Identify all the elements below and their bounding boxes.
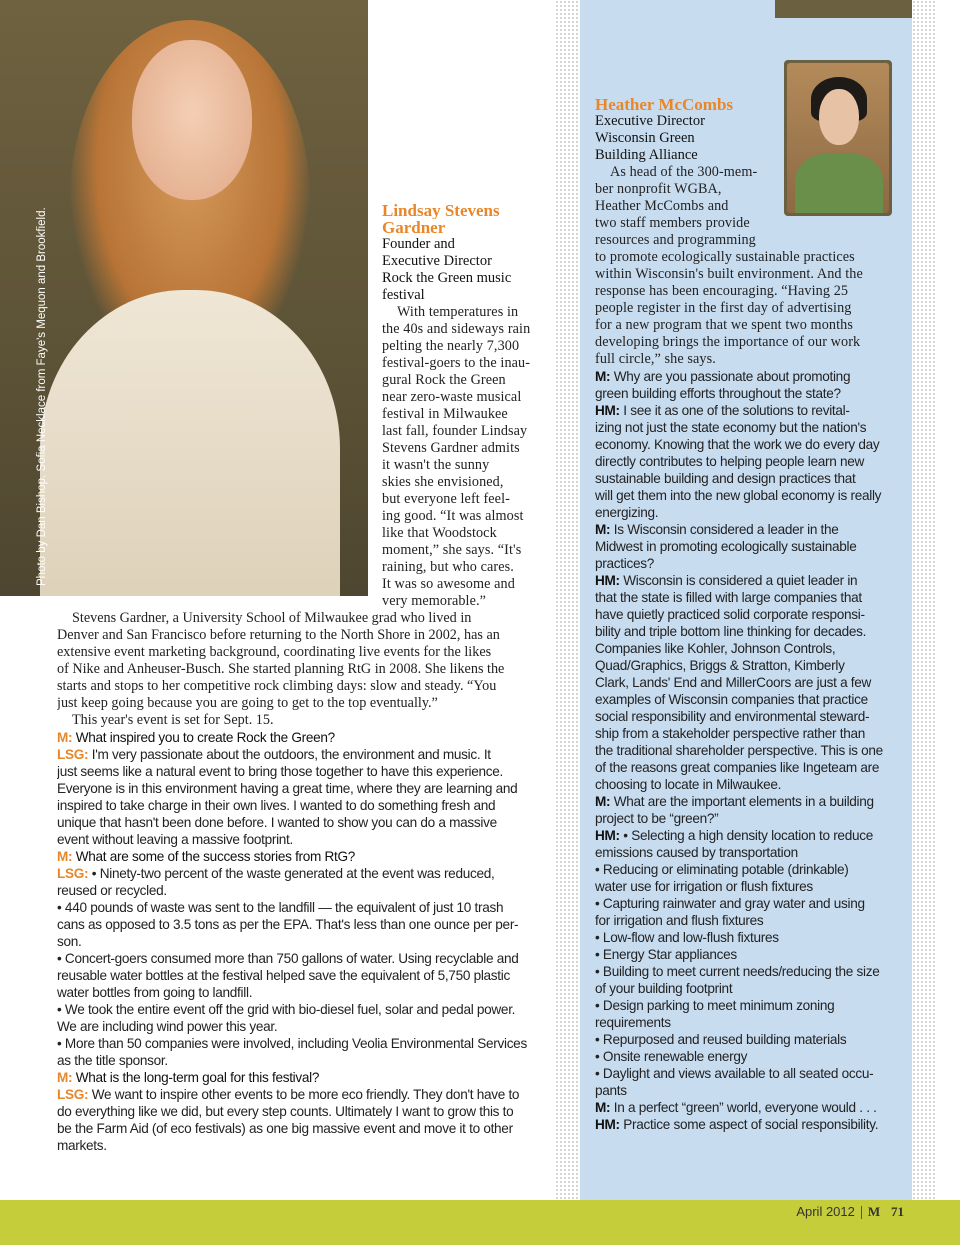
- qa-line: [595, 1014, 895, 1031]
- qa-text: unique that hasn't been done before. I wanted to show you can do a massive: [57, 815, 497, 830]
- text-line: This year's event is set for Sept. 15.: [72, 712, 274, 728]
- qa-line-tagged: [57, 848, 537, 865]
- text-line: resources and programming: [595, 232, 756, 248]
- text-line: Stevens Gardner, a University School of Milwaukee grad who lived in: [72, 610, 472, 626]
- qa-line: [57, 831, 537, 848]
- qa-line: [57, 1052, 537, 1069]
- text-line: Building Alliance: [595, 147, 698, 163]
- qa-line: [595, 725, 895, 742]
- qa-text: inspired to take charge in their own lives. I wanted to do something fresh and: [57, 798, 496, 813]
- qa-text: I see it as one of the solutions to revital-: [623, 403, 850, 418]
- qa-line: [595, 640, 895, 657]
- qa-line-tagged: [595, 1116, 895, 1133]
- photo-body: [40, 290, 340, 596]
- qa-line: [595, 453, 895, 470]
- text-line: With temperatures in: [397, 304, 519, 320]
- qa-text: water bottles from going to landfill.: [57, 985, 253, 1000]
- text-line: last fall, founder Lindsay: [382, 423, 528, 439]
- qa-line: [595, 946, 895, 963]
- qa-line: [595, 895, 895, 912]
- qa-text: • Daylight and views available to all seated occu-: [595, 1066, 874, 1081]
- qa-line: [57, 933, 537, 950]
- qa-line: [595, 844, 895, 861]
- text-line: Executive Director: [382, 253, 492, 269]
- profile1-intro-text: [382, 304, 538, 610]
- qa-text: Why are you passionate about promoting: [613, 369, 851, 384]
- qa-line: [595, 691, 895, 708]
- speaker-tag: LSG:: [57, 866, 89, 881]
- qa-text: Is Wisconsin considered a leader in the: [613, 522, 839, 537]
- qa-text: emissions caused by transportation: [595, 845, 798, 860]
- qa-text: I'm very passionate about the outdoors, the environment and music. It: [91, 747, 491, 762]
- qa-text: cans as opposed to 3.5 tons as per the EPA. That's less than one ounce per per-: [57, 917, 519, 932]
- qa-text: Practice some aspect of social responsibility.: [623, 1117, 879, 1132]
- qa-text: • Repurposed and reused building materials: [595, 1032, 847, 1047]
- qa-text: We are including wind power this year.: [57, 1019, 278, 1034]
- profile2-role: [595, 113, 895, 164]
- qa-text: sustainable building and design practices that: [595, 471, 856, 486]
- qa-text: Everyone is in this environment having a great time, where they are learning and: [57, 781, 518, 796]
- text-line: Heather McCombs and: [595, 198, 729, 214]
- photo-face: [132, 40, 252, 200]
- speaker-tag: HM:: [595, 573, 620, 588]
- qa-line: [595, 623, 895, 640]
- qa-text: Companies like Kohler, Johnson Controls,: [595, 641, 836, 656]
- profile1-body-text: [57, 610, 537, 729]
- qa-line-tagged: [595, 1099, 895, 1116]
- text-line: just keep going because you are going to get to the top eventually.”: [57, 695, 438, 711]
- qa-text: Clark, Lands' End and MillerCoors are just a few: [595, 675, 872, 690]
- qa-line: [57, 1103, 537, 1120]
- text-line: developing brings the importance of our work: [595, 334, 861, 350]
- text-line: festival: [382, 287, 425, 303]
- qa-line: [595, 606, 895, 623]
- text-line: As head of the 300-mem-: [610, 164, 758, 180]
- qa-text: reused or recycled.: [57, 883, 167, 898]
- text-line: full circle,” she says.: [595, 351, 716, 367]
- speaker-tag: HM:: [595, 403, 620, 418]
- qa-line-tagged: [595, 793, 895, 810]
- qa-text: for irrigation and flush fixtures: [595, 913, 764, 928]
- qa-text: will get them into the new global economy is really: [595, 488, 882, 503]
- qa-line: [595, 759, 895, 776]
- qa-line: [595, 929, 895, 946]
- qa-text: project to be “green?”: [595, 811, 719, 826]
- qa-line: [595, 861, 895, 878]
- qa-line-tagged: [57, 865, 537, 882]
- qa-line: [57, 1018, 537, 1035]
- text-line: Rock the Green music: [382, 270, 512, 286]
- qa-line: [57, 1001, 537, 1018]
- speaker-tag: M:: [595, 794, 611, 809]
- qa-text: event without leaving a massive footprint.: [57, 832, 293, 847]
- qa-line: [57, 797, 537, 814]
- text-line: Founder and: [382, 236, 455, 252]
- qa-line: [595, 776, 895, 793]
- qa-text: What are the important elements in a building: [613, 794, 874, 809]
- qa-line: [595, 1082, 895, 1099]
- text-line: within Wisconsin's built environment. And the: [595, 266, 863, 282]
- profile2-name: Heather McCombs: [595, 95, 734, 114]
- qa-line: [595, 538, 895, 555]
- issue-date: April 2012: [796, 1204, 855, 1219]
- qa-line: [57, 1035, 537, 1052]
- qa-line: [57, 916, 537, 933]
- qa-text: • Concert-goers consumed more than 750 gallons of water. Using recyclable and: [57, 951, 519, 966]
- qa-line: [57, 763, 537, 780]
- qa-text: reusable water bottles at the festival helped save the equivalent of 5,750 plastic: [57, 968, 510, 983]
- qa-line-tagged: [57, 1086, 537, 1103]
- speaker-tag: HM:: [595, 828, 620, 843]
- qa-text: pants: [595, 1083, 627, 1098]
- qa-text: • Onsite renewable energy: [595, 1049, 748, 1064]
- qa-text: just seems like a natural event to bring those together to have this experience.: [57, 764, 504, 779]
- qa-text: • 440 pounds of waste was sent to the landfill — the equivalent of just 10 trash: [57, 900, 504, 915]
- speaker-tag: M:: [57, 849, 73, 864]
- qa-line: [595, 1065, 895, 1082]
- qa-text: choosing to locate in Milwaukee.: [595, 777, 782, 792]
- qa-line-tagged: [57, 1069, 537, 1086]
- page-folio: [796, 1204, 904, 1220]
- qa-text: the traditional shareholder perspective. This is one: [595, 743, 883, 758]
- speaker-tag: M:: [57, 730, 73, 745]
- speaker-tag: LSG:: [57, 1087, 89, 1102]
- qa-line: [595, 980, 895, 997]
- qa-text: Midwest in promoting ecologically sustainable: [595, 539, 857, 554]
- text-line: Gardner: [382, 219, 446, 236]
- qa-text: • Reducing or eliminating potable (drinkable): [595, 862, 849, 877]
- qa-text: markets.: [57, 1138, 107, 1153]
- text-line: Executive Director: [595, 113, 705, 129]
- qa-line: [57, 1137, 537, 1154]
- text-line: starts and stops to her competitive rock climbing days: slow and steady. “You: [57, 678, 497, 694]
- profile1-article: [57, 610, 537, 1154]
- qa-line: [595, 997, 895, 1014]
- speaker-tag: LSG:: [57, 747, 89, 762]
- text-line: Lindsay Stevens: [382, 202, 500, 219]
- text-line: extensive event marketing background, coordinating live events for the likes: [57, 644, 492, 660]
- qa-line: [595, 963, 895, 980]
- qa-line: [595, 419, 895, 436]
- qa-text: ship from a stakeholder perspective rather than: [595, 726, 866, 741]
- speaker-tag: M:: [595, 369, 611, 384]
- qa-line: [57, 1120, 537, 1137]
- qa-text: What are some of the success stories from RtG?: [75, 849, 356, 864]
- qa-line-tagged: [595, 402, 895, 419]
- text-line: the 40s and sideways rain: [382, 321, 531, 337]
- qa-line-tagged: [57, 746, 537, 763]
- photo-credit: Photo by Dan Bishop. Sofia Necklace from Faye's Mequon and Brookfield.: [36, 207, 48, 586]
- dot-pattern-left: [555, 0, 579, 1200]
- dot-pattern-right: [912, 0, 936, 1200]
- text-line: ber nonprofit WGBA,: [595, 181, 722, 197]
- qa-line: [595, 385, 895, 402]
- qa-line: [595, 674, 895, 691]
- qa-line: [57, 899, 537, 916]
- qa-text: izing not just the state economy but the nation's: [595, 420, 867, 435]
- qa-line: [57, 950, 537, 967]
- qa-line: [57, 780, 537, 797]
- qa-line: [595, 912, 895, 929]
- qa-text: as the title sponsor.: [57, 1053, 168, 1068]
- qa-text: of your building footprint: [595, 981, 733, 996]
- qa-line: [595, 1031, 895, 1048]
- text-line: of Nike and Anheuser-Busch. She started planning RtG in 2008. She likens the: [57, 661, 505, 677]
- folio-divider: [861, 1206, 862, 1219]
- qa-text: • Capturing rainwater and gray water and using: [595, 896, 865, 911]
- speaker-tag: HM:: [595, 1117, 620, 1132]
- profile1-intro: [382, 202, 538, 610]
- speaker-tag: M:: [595, 522, 611, 537]
- qa-text: Wisconsin is considered a quiet leader in: [623, 573, 858, 588]
- text-line: It was so awesome and: [382, 576, 515, 592]
- text-line: gural Rock the Green: [382, 372, 506, 388]
- qa-line: [595, 504, 895, 521]
- qa-line: [595, 810, 895, 827]
- qa-text: bility and triple bottom line thinking for decades.: [595, 624, 867, 639]
- magazine-logo: M: [867, 1204, 881, 1219]
- text-line: it wasn't the sunny: [382, 457, 490, 473]
- text-line: Denver and San Francisco before returning to the North Shore in 2002, has an: [57, 627, 500, 643]
- profile2-qa: [595, 368, 895, 1133]
- qa-text: social responsibility and environmental steward-: [595, 709, 870, 724]
- qa-line-tagged: [595, 521, 895, 538]
- sidebar-top-band: [775, 0, 912, 18]
- qa-text: green building efforts throughout the state?: [595, 386, 841, 401]
- qa-text: • Selecting a high density location to reduce: [623, 828, 873, 843]
- qa-line: [595, 708, 895, 725]
- text-line: raining, but who cares.: [382, 559, 514, 575]
- text-line: very memorable.”: [382, 593, 487, 609]
- qa-text: • Ninety-two percent of the waste generated at the event was reduced,: [91, 866, 495, 881]
- qa-text: • Energy Star appliances: [595, 947, 737, 962]
- qa-text: examples of Wisconsin companies that practice: [595, 692, 868, 707]
- qa-line: [595, 436, 895, 453]
- qa-text: • Low-flow and low-flush fixtures: [595, 930, 779, 945]
- qa-line: [57, 967, 537, 984]
- text-line: response has been encouraging. “Having 25: [595, 283, 849, 299]
- qa-text: energizing.: [595, 505, 659, 520]
- profile-photo-lindsay: [0, 0, 368, 596]
- qa-text: directly contributes to helping people learn new: [595, 454, 864, 469]
- qa-line: [595, 878, 895, 895]
- text-line: like that Woodstock: [382, 525, 497, 541]
- text-line: two staff members provide: [595, 215, 750, 231]
- qa-text: What is the long-term goal for this festival?: [75, 1070, 320, 1085]
- qa-text: We want to inspire other events to be more eco friendly. They don't have to: [91, 1087, 520, 1102]
- qa-line: [595, 1048, 895, 1065]
- text-line: near zero-waste musical: [382, 389, 522, 405]
- qa-text: What inspired you to create Rock the Green?: [75, 730, 335, 745]
- text-line: moment,” she says. “It's: [382, 542, 522, 558]
- text-line: for a new program that we spent two months: [595, 317, 853, 333]
- text-line: ing good. “It was almost: [382, 508, 524, 524]
- profile1-name: [382, 202, 538, 236]
- profile1-qa: [57, 729, 537, 1154]
- qa-line-tagged: [595, 368, 895, 385]
- qa-line: [595, 657, 895, 674]
- qa-line-tagged: [595, 827, 895, 844]
- qa-text: • More than 50 companies were involved, including Veolia Environmental Services: [57, 1036, 527, 1051]
- profile2-article: [595, 96, 895, 1133]
- profile2-intro-text: [595, 164, 895, 368]
- text-line: festival-goers to the inau-: [382, 355, 531, 371]
- text-line: Wisconsin Green: [595, 130, 695, 146]
- qa-text: have quietly practiced solid corporate responsi-: [595, 607, 865, 622]
- qa-line: [57, 814, 537, 831]
- qa-line: [595, 742, 895, 759]
- speaker-tag: M:: [595, 1100, 611, 1115]
- text-line: to promote ecologically sustainable practices: [595, 249, 855, 265]
- text-line: Stevens Gardner admits: [382, 440, 520, 456]
- qa-text: practices?: [595, 556, 654, 571]
- qa-text: economy. Knowing that the work we do every day: [595, 437, 880, 452]
- qa-text: of the reasons great companies like Ingeteam are: [595, 760, 880, 775]
- qa-text: requirements: [595, 1015, 671, 1030]
- qa-text: In a perfect “green” world, everyone would . . .: [613, 1100, 877, 1115]
- qa-line: [57, 882, 537, 899]
- qa-text: • Design parking to meet minimum zoning: [595, 998, 835, 1013]
- speaker-tag: M:: [57, 1070, 73, 1085]
- qa-line: [595, 555, 895, 572]
- qa-line: [595, 470, 895, 487]
- text-line: people register in the first day of advertising: [595, 300, 852, 316]
- qa-text: water use for irrigation or flush fixtures: [595, 879, 813, 894]
- qa-text: Quad/Graphics, Briggs & Stratton, Kimberly: [595, 658, 845, 673]
- text-line: skies she envisioned,: [382, 474, 504, 490]
- qa-text: do everything like we did, but every step counts. Ultimately I want to grow this to: [57, 1104, 514, 1119]
- qa-line: [57, 984, 537, 1001]
- qa-text: that the state is filled with large companies that: [595, 590, 862, 605]
- qa-text: • We took the entire event off the grid with bio-diesel fuel, solar and pedal power.: [57, 1002, 516, 1017]
- qa-line: [595, 487, 895, 504]
- qa-text: son.: [57, 934, 82, 949]
- qa-text: • Building to meet current needs/reducing the size: [595, 964, 880, 979]
- qa-line-tagged: [57, 729, 537, 746]
- qa-text: be the Farm Aid (of eco festivals) as one big massive event and move it to other: [57, 1121, 513, 1136]
- qa-line: [595, 589, 895, 606]
- profile1-role: [382, 236, 538, 304]
- text-line: pelting the nearly 7,300: [382, 338, 520, 354]
- page-number: 71: [891, 1204, 904, 1219]
- page-footer: [0, 1200, 960, 1245]
- text-line: festival in Milwaukee: [382, 406, 508, 422]
- qa-line-tagged: [595, 572, 895, 589]
- text-line: but everyone left feel-: [382, 491, 510, 507]
